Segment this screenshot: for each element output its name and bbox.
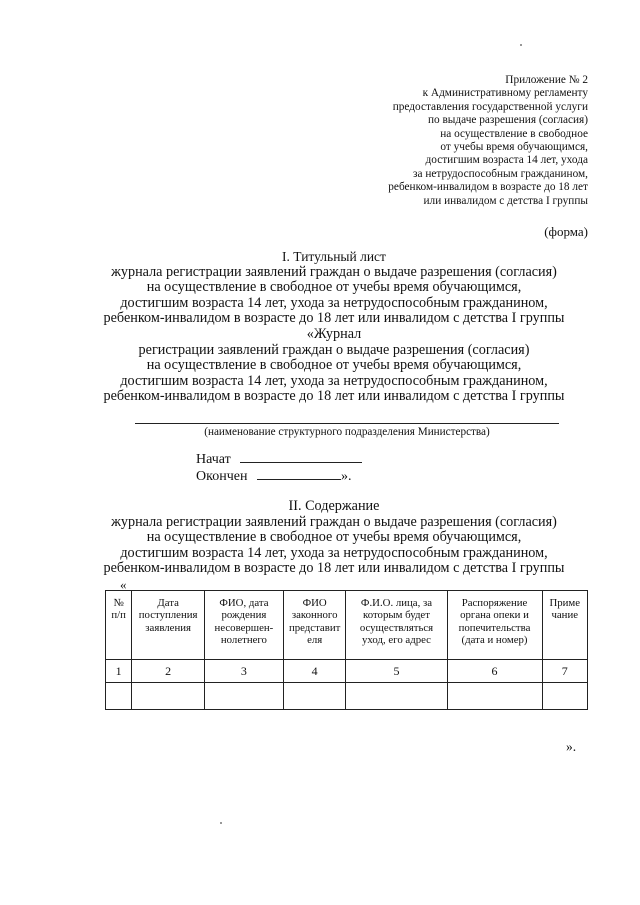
quote-close: ». <box>566 739 577 754</box>
empty-cell <box>447 683 542 710</box>
header-cell-order: Распоряжение органа опеки и попечительства (дата и номер) <box>447 591 542 660</box>
department-fill-line <box>135 423 559 424</box>
section2-heading: II. Содержание <box>288 498 380 514</box>
empty-cell <box>205 683 284 710</box>
appendix-line: Приложение № 2 <box>505 74 588 86</box>
appendix-line: ребенком-инвалидом в возрасте до 18 лет <box>388 181 588 194</box>
appendix-header <box>288 74 588 208</box>
quote-open: « <box>120 577 127 592</box>
form-label: (форма) <box>544 224 588 239</box>
header-cell-date: Дата поступления заявления <box>132 591 205 660</box>
table-column-numbers-row <box>106 660 588 683</box>
started-row <box>196 450 362 468</box>
section2-line: на осуществление в свободное от учебы время обучающимся, <box>146 529 522 546</box>
header-cell-minor: ФИО, дата рождения несовершен-нолетнего <box>205 591 284 660</box>
journal-title-open: «Журнал <box>306 325 362 342</box>
section1-line: регистрации заявлений граждан о выдаче разрешения (согласия) <box>138 341 530 358</box>
table-header-row <box>106 591 588 660</box>
column-number: 3 <box>205 660 284 683</box>
ended-fill-line <box>257 467 341 480</box>
appendix-line: достигшим возраста 14 лет, ухода <box>425 154 588 167</box>
scan-speck <box>520 44 522 46</box>
appendix-line: по выдаче разрешения (согласия) <box>427 114 588 127</box>
column-number: 6 <box>447 660 542 683</box>
section1-title-page <box>72 249 596 405</box>
section1-line: журнала регистрации заявлений граждан о выдаче разрешения (согласия) <box>111 263 557 280</box>
column-number: 5 <box>346 660 447 683</box>
header-cell-care-person: Ф.И.О. лица, за которым будет осуществляться уход, его адрес <box>346 591 447 660</box>
section2-line: ребенком-инвалидом в возрасте до 18 лет или инвалидом с детства I группы <box>103 560 565 577</box>
empty-cell <box>542 683 588 710</box>
ended-label: Окончен <box>196 469 248 484</box>
appendix-line: на осуществление в свободное <box>440 127 588 140</box>
section1-heading: I. Титульный лист <box>282 249 386 264</box>
header-cell-note: Приме чание <box>542 591 588 660</box>
column-number: 2 <box>132 660 205 683</box>
appendix-line: предоставления государственной услуги <box>392 100 588 113</box>
ended-row <box>196 467 351 485</box>
empty-cell <box>346 683 447 710</box>
appendix-line: или инвалидом с детства I группы <box>423 194 588 207</box>
journal-table <box>105 590 588 710</box>
column-number: 1 <box>106 660 132 683</box>
header-cell-representative: ФИО законного представит еля <box>283 591 346 660</box>
empty-cell <box>132 683 205 710</box>
empty-cell <box>283 683 346 710</box>
table-empty-row <box>106 683 588 710</box>
section1-line: ребенком-инвалидом в возрасте до 18 лет или инвалидом с детства I группы <box>103 388 565 405</box>
department-caption: (наименование структурного подразделения Министерства) <box>204 426 490 438</box>
ended-suffix: ». <box>340 469 352 484</box>
appendix-line: за нетрудоспособным гражданином, <box>413 167 588 180</box>
header-cell-number: № п/п <box>106 591 132 660</box>
section1-line: на осуществление в свободное от учебы время обучающимся, <box>146 357 522 374</box>
column-number: 7 <box>542 660 588 683</box>
column-number: 4 <box>283 660 346 683</box>
appendix-line: от учебы время обучающимся, <box>440 141 588 154</box>
section2-line: журнала регистрации заявлений граждан о выдаче разрешения (согласия) <box>111 513 557 530</box>
section1-line: на осуществление в свободное от учебы время обучающимся, <box>146 279 522 296</box>
section1-line: ребенком-инвалидом в возрасте до 18 лет или инвалидом с детства I группы <box>103 310 565 327</box>
scan-speck <box>220 822 222 824</box>
started-fill-line <box>240 450 362 463</box>
empty-cell <box>106 683 132 710</box>
section1-line: достигшим возраста 14 лет, ухода за нетрудоспособным гражданином, <box>120 294 548 311</box>
section2-line: достигшим возраста 14 лет, ухода за нетрудоспособным гражданином, <box>120 544 548 561</box>
appendix-line: к Административному регламенту <box>422 87 588 100</box>
section1-line: достигшим возраста 14 лет, ухода за нетрудоспособным гражданином, <box>120 372 548 389</box>
started-label: Начат <box>196 452 231 467</box>
section2-contents <box>72 499 596 577</box>
